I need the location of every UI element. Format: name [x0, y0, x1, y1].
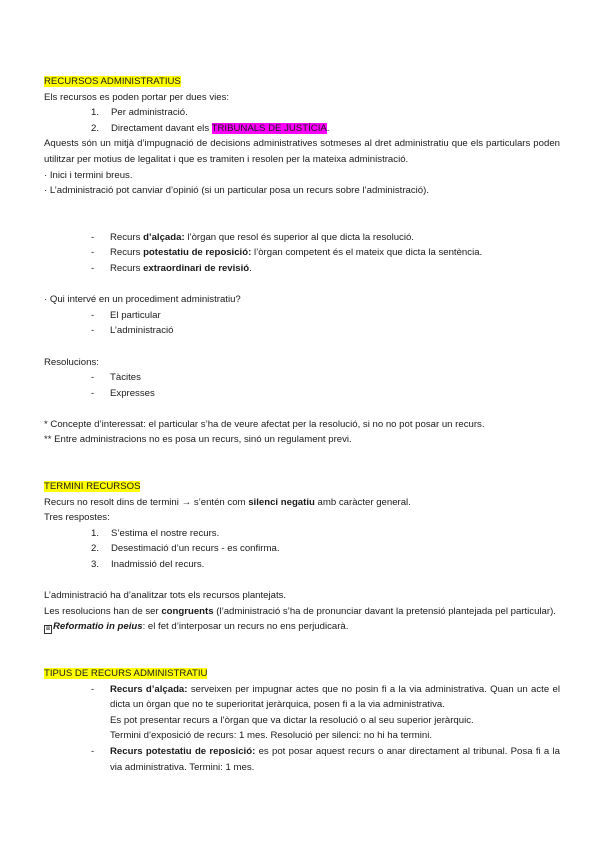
resolutions-label: Resolucions: [44, 356, 99, 368]
list-item: - El particular [91, 309, 161, 321]
list-item: - Recurs extraordinari de revisió. [91, 262, 252, 274]
list-item: 1. S’estima el nostre recurs. [91, 527, 220, 539]
footnote: * Concepte d’interessat: el particular s’ha de veure afectat per la resolució, si no no pot posar un recurs. [44, 418, 485, 430]
list-item: - Recurs d’alçada: l’òrgan que resol és superior al que dicta la resolució. [91, 231, 414, 243]
answers-label: Tres respostes: [44, 512, 110, 524]
list-item: 3. Inadmissió del recurs. [91, 559, 205, 571]
paragraph: ⊠ Reformatio in peius: el fet d’interposar un recurs no ens perjudicarà. [45, 621, 349, 633]
list-item: 2. Directament davant els TRIBUNALS DE JUSTÍCIA. [91, 122, 330, 134]
list-item: - L’administració [91, 325, 174, 337]
list-item: - Expresses [91, 387, 155, 399]
paragraph: Aquests són un mitjà d’impugnació de decisions administratives sotmeses al dret administratiu que els particulars poden utilitzar per motius de legalitat i que es tramiten i resolen per la mateixa administració. [44, 138, 560, 165]
paragraph: Les resolucions han de ser congruents (l’administració s’ha de pronunciar davant la pretensió plantejada pel particular). [44, 605, 556, 617]
checkbox-icon: ⊠ [45, 626, 51, 633]
note-text: · Inici i termini breus. [44, 169, 133, 181]
paragraph: L’administració ha d’analitzar tots els recursos plantejats. [44, 590, 287, 602]
question-text: · Qui intervé en un procediment administratiu? [44, 294, 241, 306]
list-item: - Recurs potestatiu de reposició: l’òrgan competent és el mateix que dicta la sentència. [91, 247, 483, 259]
section-title-termini: TERMINI RECURSOS [44, 481, 141, 493]
section-title-recursos: RECURSOS ADMINISTRATIUS [44, 76, 181, 87]
list-item: - Recurs d’alçada: serveixen per impugnar actes que no posin fi a la via administrativa. Quan un acte el dicta un òrgan que no te superioritat jeràrquica, posen fi a la via administrativa. [91, 683, 560, 711]
list-item: 2. Desestimació d’un recurs - es confirma. [91, 543, 280, 555]
list-item-detail: Termini d’exposició de recurs: 1 mes. Resolució per silenci: no hi ha termini. [110, 730, 433, 742]
highlight-tribunals: TRIBUNALS DE JUSTÍCIA [211, 122, 327, 134]
paragraph: Recurs no resolt dins de termini → s’entén com silenci negatiu amb caràcter general. [44, 496, 411, 508]
footnote: ** Entre administracions no es posa un recurs, sinó un regulament previ. [44, 434, 352, 446]
intro-text: Els recursos es poden portar per dues vies: [44, 91, 230, 103]
list-item: 1. Per administració. [91, 107, 188, 119]
list-item-detail: Es pot presentar recurs a l’òrgan que va dictar la resolució o al seu superior jeràrquic. [110, 714, 474, 726]
list-item: - Tàcites [91, 372, 141, 384]
section-title-tipus: TIPUS DE RECURS ADMINISTRATIU [44, 668, 208, 679]
list-item: - Recurs potestatiu de reposició: es pot posar aquest recurs o anar directament al tribunal. Posa fi a la via administrativa. Termini: 1 mes. [91, 745, 560, 773]
note-text: · L’administració pot canviar d’opinió (si un particular posa un recurs sobre l’administració). [44, 185, 429, 197]
document-page [44, 74, 560, 775]
